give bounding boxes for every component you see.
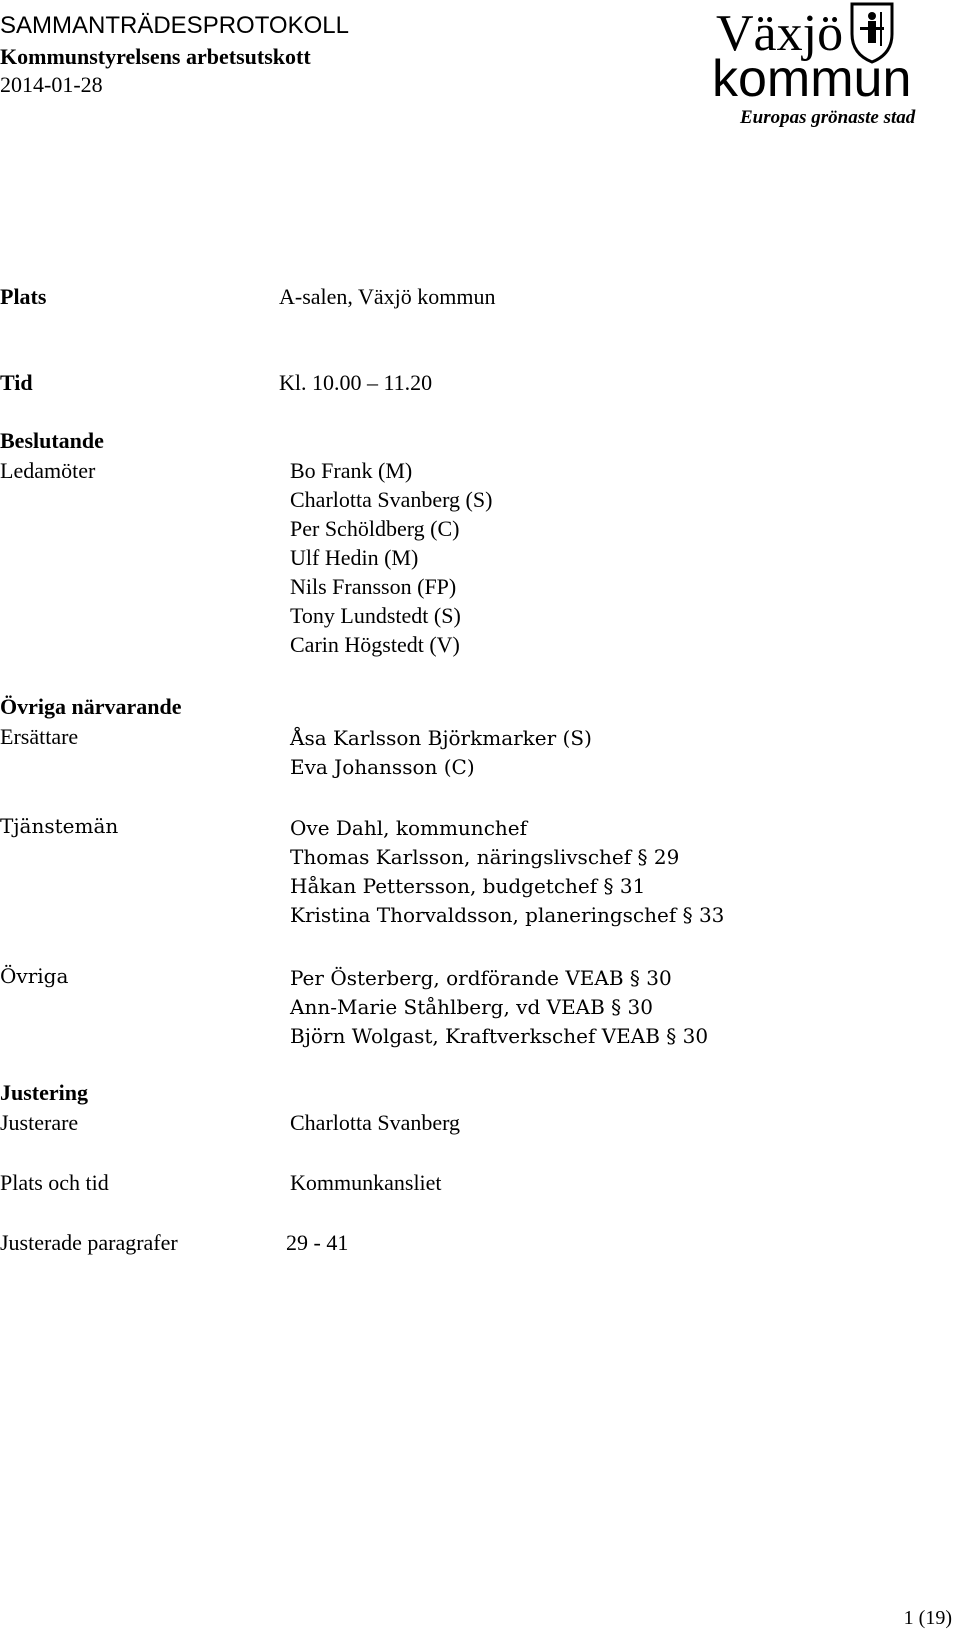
list-item: Tony Lundstedt (S) xyxy=(290,603,461,628)
list-item: Per Schöldberg (C) xyxy=(290,516,460,541)
plats-value: A-salen, Växjö kommun xyxy=(279,284,496,309)
list-item: Åsa Karlsson Björkmarker (S) xyxy=(290,726,592,750)
ovriga-narvarande-heading: Övriga närvarande xyxy=(0,694,182,719)
committee-name: Kommunstyrelsens arbetsutskott xyxy=(0,44,311,69)
list-item: Nils Fransson (FP) xyxy=(290,574,457,599)
justerade-paragrafer-value: 29 - 41 xyxy=(286,1230,349,1255)
vaxjo-kommun-logo xyxy=(710,0,960,130)
list-item: Ove Dahl, kommunchef xyxy=(290,816,528,840)
ersattare-label: Ersättare xyxy=(0,724,79,749)
ovriga-label: Övriga xyxy=(0,964,69,988)
ovriga-list xyxy=(290,964,708,1051)
ledamoter-label: Ledamöter xyxy=(0,458,96,483)
tid-label: Tid xyxy=(0,370,33,395)
justerare-label: Justerare xyxy=(0,1110,79,1135)
logo-line1: Växjö xyxy=(716,5,844,62)
list-item: Carin Högstedt (V) xyxy=(290,632,460,657)
justerare-value: Charlotta Svanberg xyxy=(290,1110,461,1135)
list-item: Håkan Pettersson, budgetchef § 31 xyxy=(290,874,646,898)
plats-och-tid-label: Plats och tid xyxy=(0,1170,109,1195)
list-item: Kristina Thorvaldsson, planeringschef § 33 xyxy=(290,903,725,927)
list-item: Thomas Karlsson, näringslivschef § 29 xyxy=(290,845,680,869)
justerade-paragrafer-label: Justerade paragrafer xyxy=(0,1230,178,1255)
justering-heading: Justering xyxy=(0,1080,88,1105)
list-item: Eva Johansson (C) xyxy=(290,755,475,779)
beslutande-heading: Beslutande xyxy=(0,428,104,453)
logo-line2: kommun xyxy=(712,50,912,108)
member-list xyxy=(290,456,492,659)
list-item: Bo Frank (M) xyxy=(290,458,413,483)
list-item: Björn Wolgast, Kraftverkschef VEAB § 30 xyxy=(290,1024,709,1048)
plats-label: Plats xyxy=(0,284,47,309)
meeting-date: 2014-01-28 xyxy=(0,72,103,97)
document-type-title: SAMMANTRÄDESPROTOKOLL xyxy=(0,12,349,39)
tjansteman-label: Tjänstemän xyxy=(0,814,119,838)
tid-value: Kl. 10.00 – 11.20 xyxy=(279,370,433,395)
tjansteman-list xyxy=(290,814,724,930)
list-item: Ulf Hedin (M) xyxy=(290,545,419,570)
page-number: 1 (19) xyxy=(903,1607,952,1629)
ersattare-list xyxy=(290,724,592,782)
logo-tagline: Europas grönaste stad xyxy=(740,107,916,128)
list-item: Ann-Marie Ståhlberg, vd VEAB § 30 xyxy=(290,995,653,1019)
plats-och-tid-value: Kommunkansliet xyxy=(290,1170,442,1195)
list-item: Charlotta Svanberg (S) xyxy=(290,487,493,512)
list-item: Per Österberg, ordförande VEAB § 30 xyxy=(290,966,672,990)
